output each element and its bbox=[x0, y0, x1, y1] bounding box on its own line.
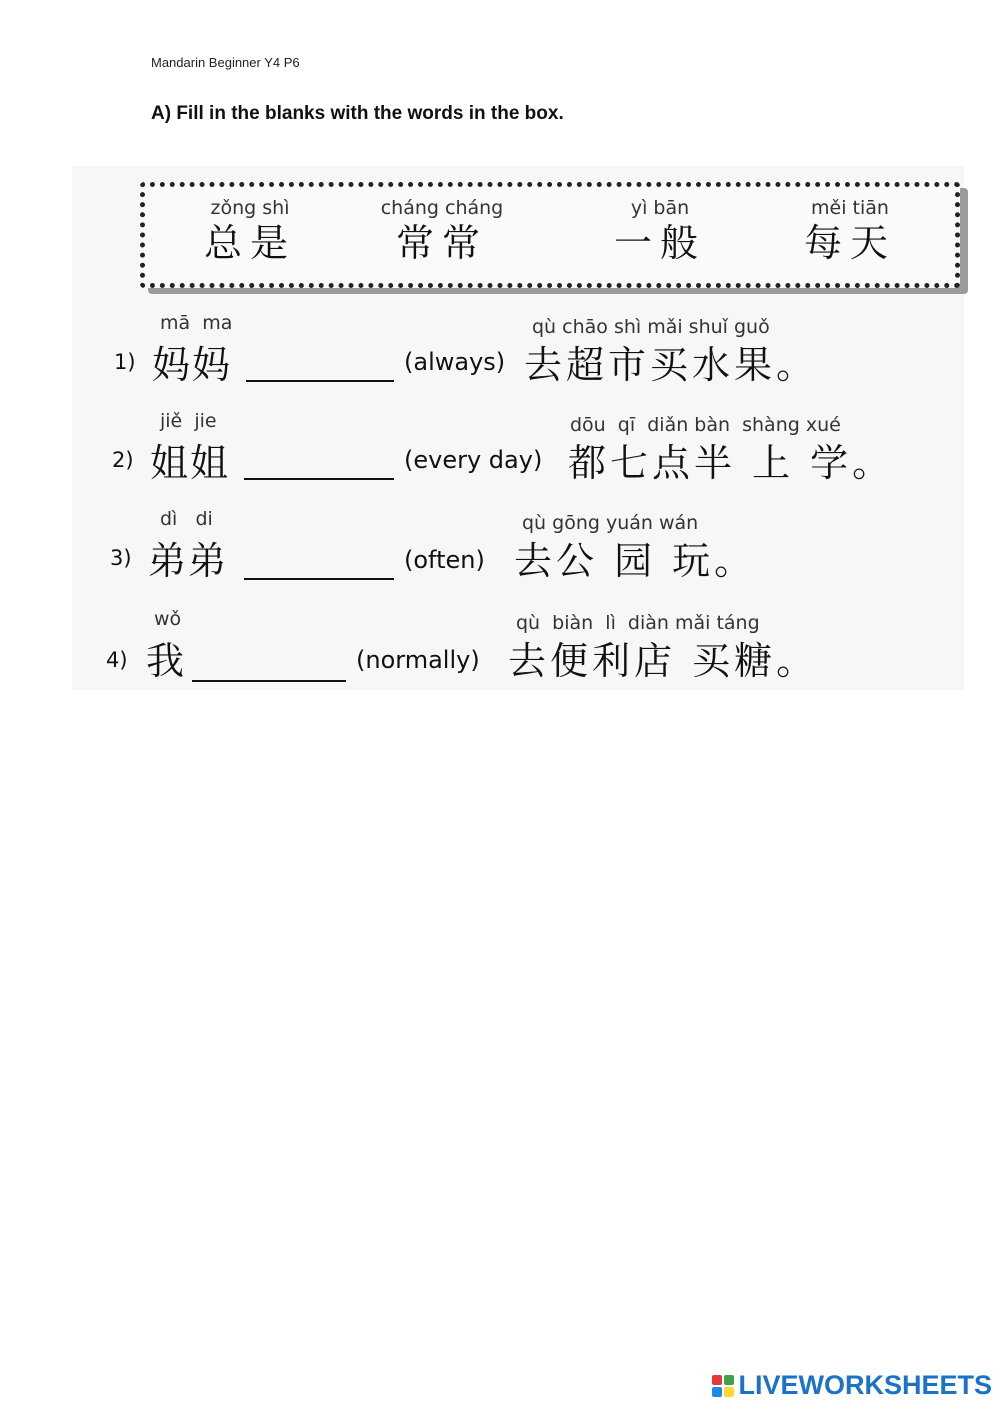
course-header: Mandarin Beginner Y4 P6 bbox=[151, 55, 300, 70]
subject-pinyin: wǒ bbox=[154, 608, 182, 630]
subject-hanzi: 妈妈 bbox=[152, 343, 233, 387]
sentence-pinyin: dōu qī diǎn bàn shàng xué bbox=[570, 414, 841, 436]
logo-square bbox=[724, 1387, 734, 1397]
question-number: 3) bbox=[110, 546, 132, 570]
subject-pinyin: mā ma bbox=[160, 312, 233, 334]
subject-pinyin: dì di bbox=[160, 508, 213, 530]
word-option-pinyin: zǒng shì bbox=[210, 197, 290, 219]
instruction-heading: A) Fill in the blanks with the words in the box. bbox=[151, 103, 564, 124]
subject-pinyin: jiě jie bbox=[160, 410, 217, 432]
liveworksheets-logo bbox=[712, 1370, 992, 1401]
sentence-hanzi: 都七点半 上 学。 bbox=[568, 441, 895, 485]
word-box bbox=[140, 182, 960, 288]
sentence-pinyin: qù chāo shì mǎi shuǐ guǒ bbox=[532, 316, 770, 338]
word-option-pinyin: měi tiān bbox=[811, 197, 889, 219]
english-hint: (often) bbox=[404, 546, 485, 574]
logo-square bbox=[712, 1387, 722, 1397]
answer-blank-3[interactable] bbox=[244, 578, 394, 580]
question-2 bbox=[72, 410, 964, 500]
question-number: 2) bbox=[112, 448, 134, 472]
subject-hanzi: 弟弟 bbox=[148, 539, 229, 583]
answer-blank-2[interactable] bbox=[244, 478, 394, 480]
word-option-hanzi: 每天 bbox=[803, 221, 896, 265]
word-option-pinyin: cháng cháng bbox=[380, 197, 504, 219]
word-option-2 bbox=[357, 195, 527, 265]
subject-hanzi: 我 bbox=[146, 639, 187, 683]
english-hint: (every day) bbox=[404, 446, 543, 474]
english-hint: (always) bbox=[404, 348, 506, 376]
word-option-3 bbox=[575, 195, 745, 265]
english-hint: (normally) bbox=[356, 646, 480, 674]
word-option-hanzi: 总是 bbox=[203, 221, 296, 265]
question-number: 1) bbox=[114, 350, 136, 374]
sentence-pinyin: qù gōng yuán wán bbox=[522, 512, 699, 534]
sentence-hanzi: 去公 园 玩。 bbox=[514, 539, 757, 583]
answer-blank-1[interactable] bbox=[246, 380, 394, 382]
question-3 bbox=[72, 508, 964, 598]
logo-square bbox=[712, 1375, 722, 1385]
question-1 bbox=[72, 312, 964, 402]
logo-square bbox=[724, 1375, 734, 1385]
word-option-hanzi: 一般 bbox=[613, 221, 706, 265]
logo-mark-icon bbox=[712, 1375, 734, 1397]
word-option-1 bbox=[165, 195, 335, 265]
sentence-pinyin: qù biàn lì diàn mǎi táng bbox=[516, 612, 760, 634]
sentence-hanzi: 去便利店 买糖。 bbox=[508, 639, 819, 683]
logo-text: LIVEWORKSHEETS bbox=[738, 1370, 992, 1400]
answer-blank-4[interactable] bbox=[192, 680, 346, 682]
worksheet-scan bbox=[72, 166, 964, 690]
word-option-4 bbox=[765, 195, 935, 265]
sentence-hanzi: 去超市买水果。 bbox=[524, 343, 819, 387]
word-option-pinyin: yì bān bbox=[630, 197, 690, 219]
question-4 bbox=[72, 608, 964, 698]
question-number: 4) bbox=[106, 648, 128, 672]
word-option-hanzi: 常常 bbox=[395, 221, 488, 265]
subject-hanzi: 姐姐 bbox=[150, 441, 231, 485]
